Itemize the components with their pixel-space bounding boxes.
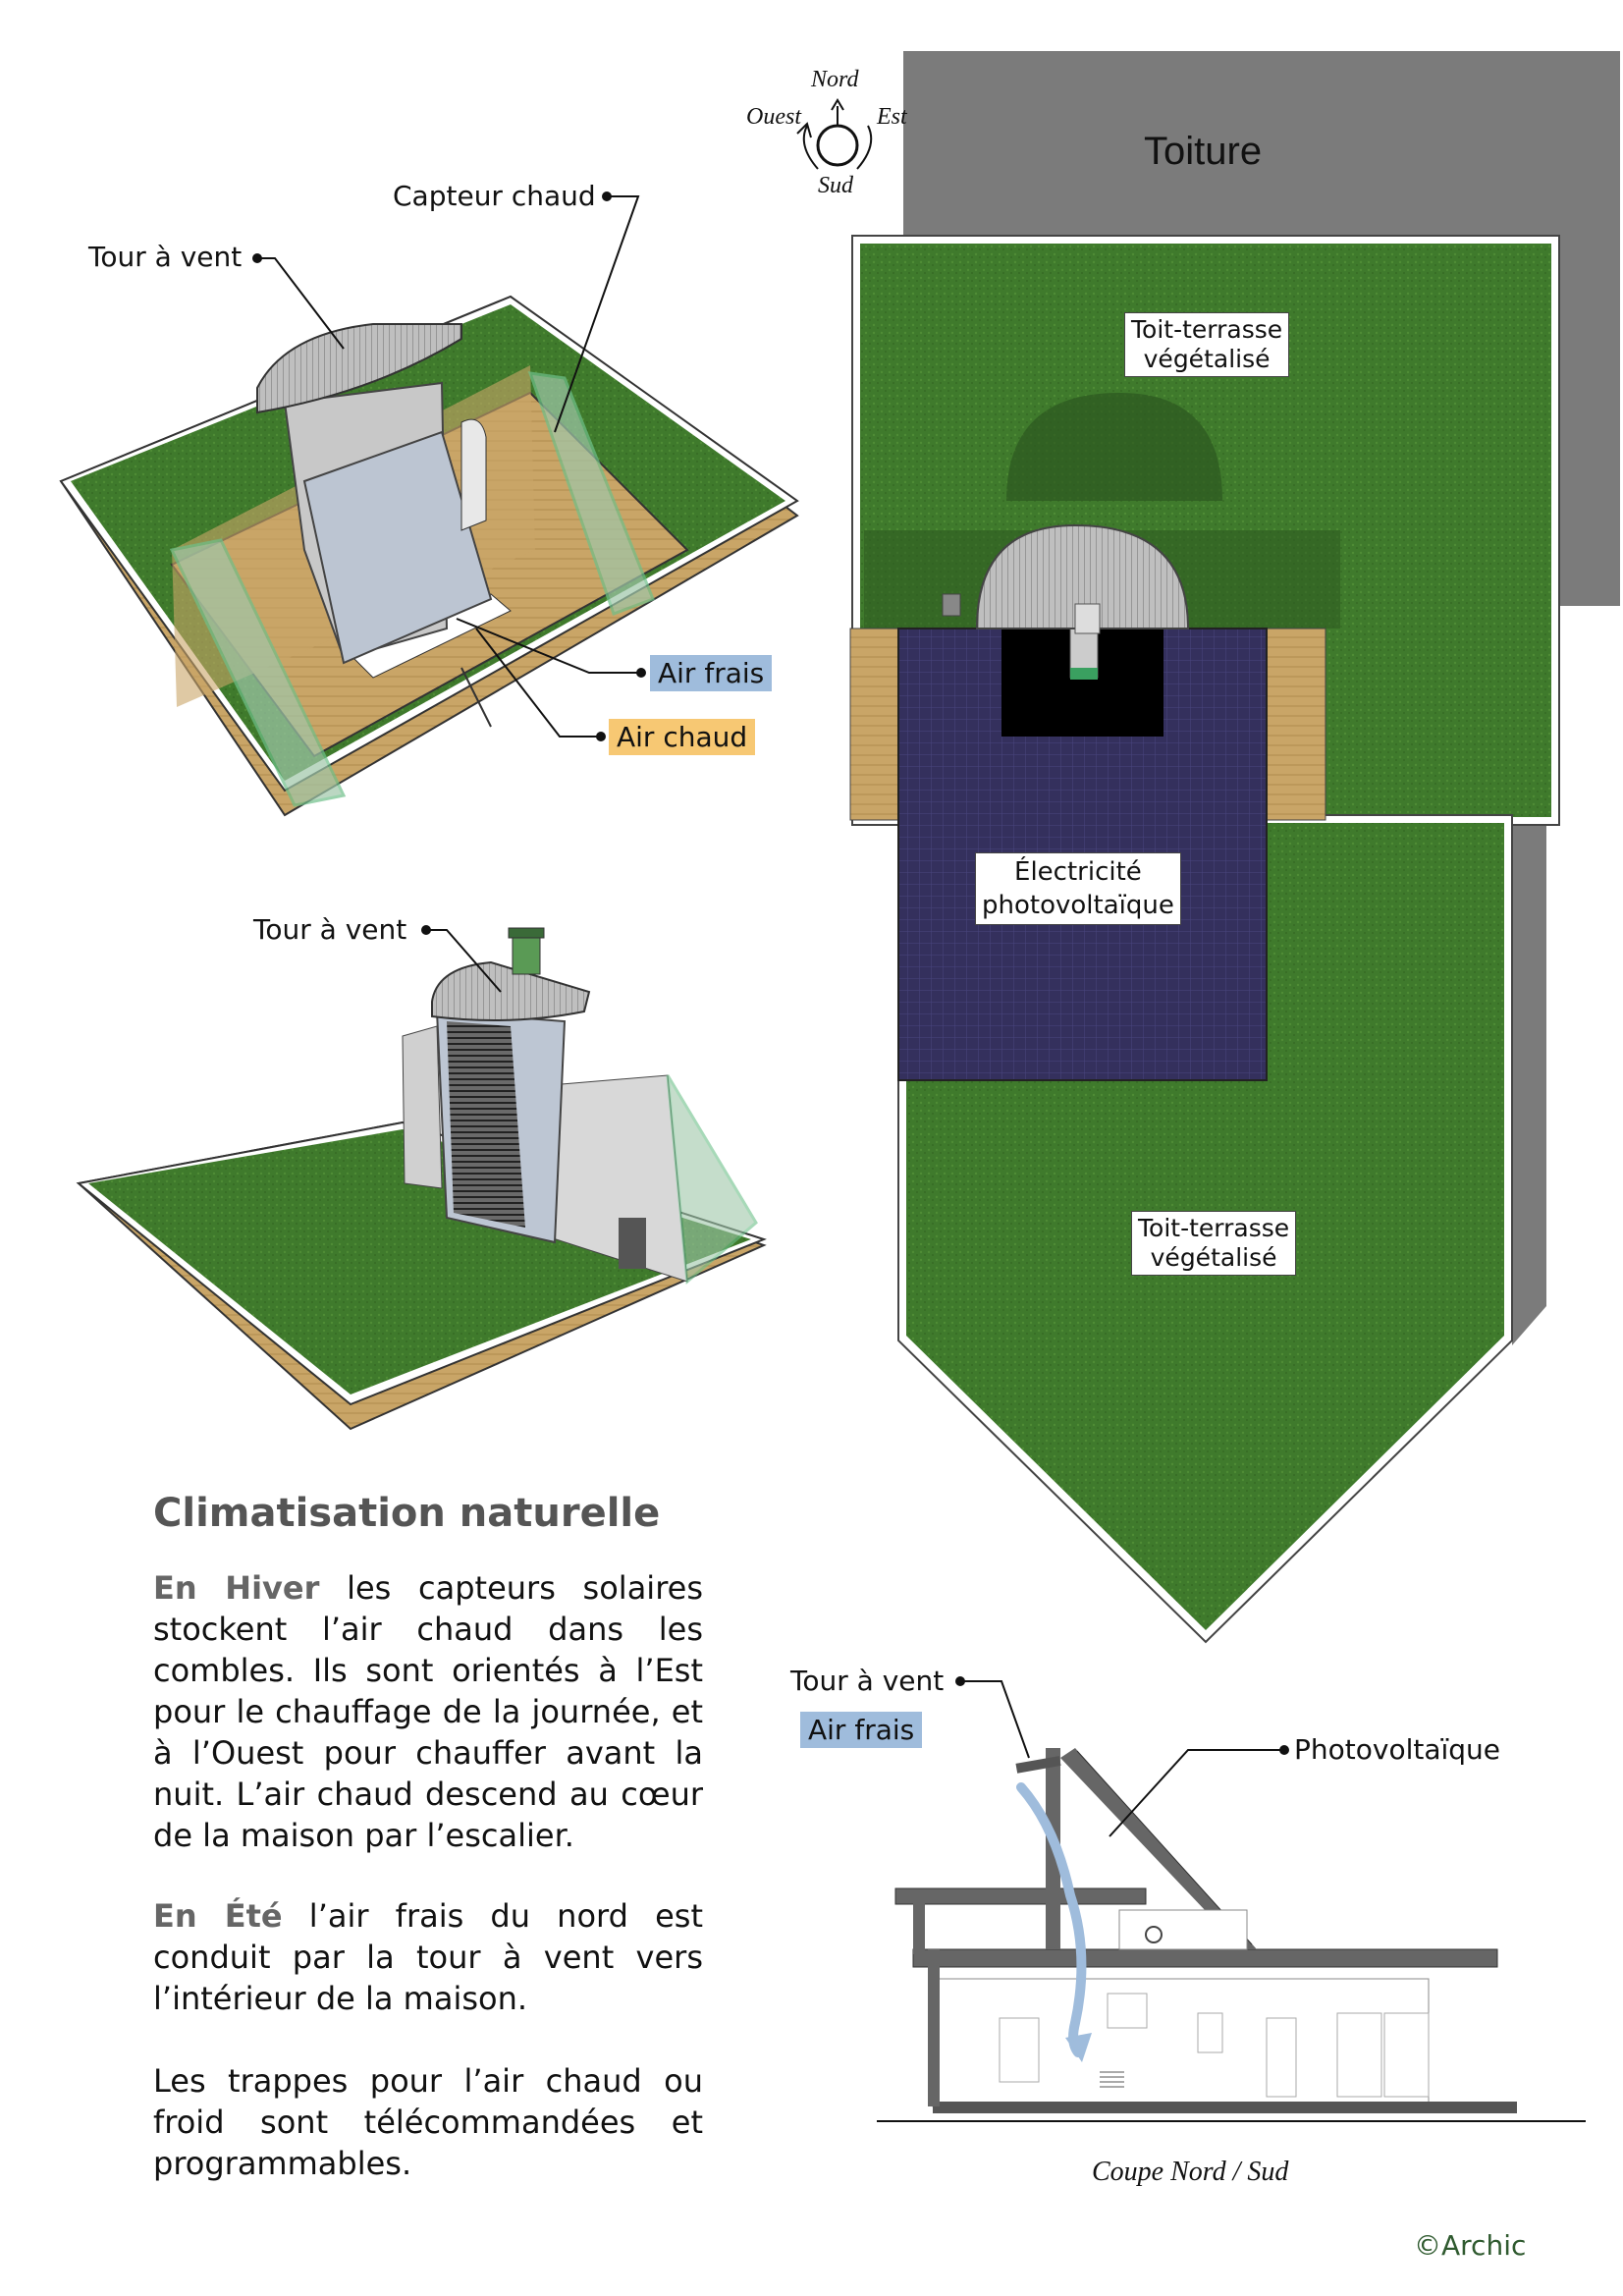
section-air-cool-tag: Air frais xyxy=(800,1712,922,1748)
section-ground-floor xyxy=(933,1979,1429,2106)
section-pv-label: Photovoltaïque xyxy=(1294,1733,1501,1766)
iso2-wind-tower-label: Tour à vent xyxy=(253,913,407,946)
copyright: ©Archic xyxy=(1414,2229,1527,2262)
iso-view-exterior xyxy=(79,928,764,1429)
section-slab xyxy=(913,1949,1497,1967)
section-upper-floor xyxy=(895,1888,1146,1904)
roof-shadow-lower xyxy=(1512,825,1546,1345)
page-title: Climatisation naturelle xyxy=(153,1491,661,1536)
paragraph-winter xyxy=(153,1567,703,1856)
roof-label: Toiture xyxy=(1144,130,1263,173)
compass-south: Sud xyxy=(818,173,853,198)
winter-lead: En Hiver xyxy=(153,1569,320,1607)
summer-body: l’air frais du nord est conduit par la tour à vent vers l’intérieur de la maison. xyxy=(153,1897,704,2017)
compass-arc-west xyxy=(804,126,818,169)
iso1-wind-tower-label: Tour à vent xyxy=(88,241,243,273)
winter-body: les capteurs solaires stockent l’air chaud dans les combles. Ils sont orientés à l’Est pour le chauffage de la journée, et à l’Ouest pour chauffer avant la nuit. L’air chaud descend au cœur de la maison par l’escalier. xyxy=(153,1569,704,1854)
iso2-tower-cap xyxy=(432,962,589,1020)
section-view xyxy=(877,1748,1586,2121)
paragraph-hatches: Les trappes pour l’air chaud ou froid sont télécommandées et programmables. xyxy=(153,2062,703,2182)
pv-label: Électricité photovoltaïque xyxy=(975,852,1181,925)
deck-right xyxy=(1267,629,1325,820)
paragraph-summer xyxy=(153,1895,703,2019)
compass-east: Est xyxy=(877,104,907,130)
summer-lead: En Été xyxy=(153,1897,283,1935)
compass-west: Ouest xyxy=(746,104,801,130)
iso1-hot-collector-label: Capteur chaud xyxy=(393,180,596,212)
iso1-air-cool-tag: Air frais xyxy=(650,655,772,691)
iso1-air-hot-tag: Air chaud xyxy=(609,719,755,755)
compass xyxy=(797,100,871,169)
green-roof-bottom-label: Toit-terrasse végétalisé xyxy=(1131,1211,1296,1276)
section-caption: Coupe Nord / Sud xyxy=(1092,2157,1289,2187)
compass-ring xyxy=(818,126,857,165)
green-roof-top-label: Toit-terrasse végétalisé xyxy=(1124,312,1289,377)
iso2-chimney xyxy=(513,933,540,974)
roof-plan xyxy=(850,51,1620,1642)
section-wind-tower-label: Tour à vent xyxy=(790,1665,945,1697)
deck-left xyxy=(850,629,899,820)
compass-arc-east xyxy=(857,126,871,169)
compass-north: Nord xyxy=(811,67,859,92)
